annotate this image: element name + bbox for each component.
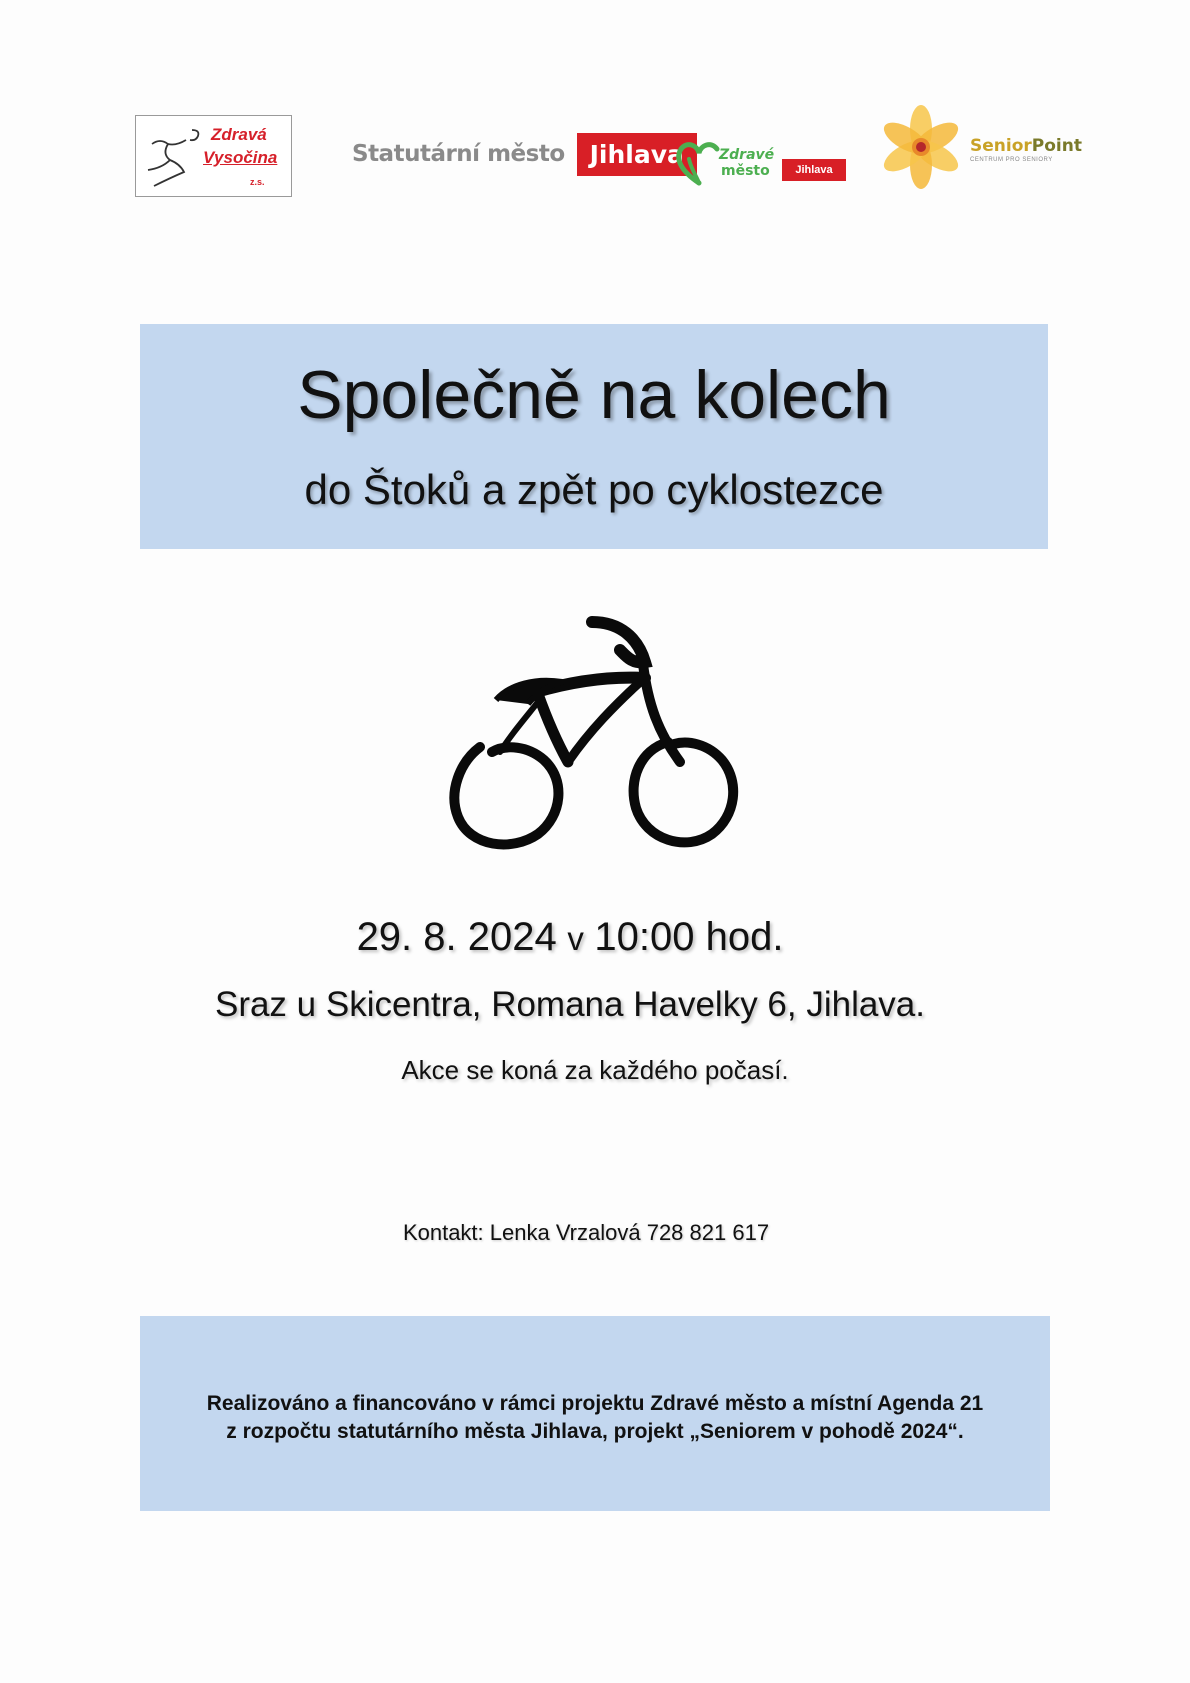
- flower-icon: [878, 102, 964, 192]
- logo-zm-line1: Zdravé: [719, 147, 775, 163]
- event-date-time: [0, 915, 1140, 960]
- logo-zv-line2: Vysočina: [203, 148, 278, 167]
- footer-line-2: z rozpočtu statutárního města Jihlava, projekt „Seniorem v pohodě 2024“.: [226, 1420, 964, 1443]
- logo-sp-tagline: CENTRUM PRO SENIORY: [970, 157, 1053, 163]
- event-date: 29. 8. 2024: [356, 915, 557, 959]
- page-subtitle: do Štoků a zpět po cyklostezce: [304, 466, 884, 513]
- logo-zm-box: Jihlava: [782, 159, 846, 181]
- logo-senior-point: [878, 102, 1098, 192]
- logo-zv-line1: Zdravá: [211, 125, 267, 144]
- title-box: [140, 324, 1048, 549]
- event-weather-note: Akce se koná za každého počasí.: [401, 1055, 789, 1085]
- logo-sp-name-a: Senior: [970, 136, 1032, 156]
- runner-icon: [140, 122, 206, 192]
- footer-text: [140, 1390, 1050, 1446]
- logo-statutarni-mesto-jihlava: [352, 130, 697, 178]
- bicycle-icon: [440, 612, 760, 862]
- logo-zdrave-mesto: [675, 135, 845, 185]
- event-v: v: [567, 920, 584, 957]
- event-meeting-point: Sraz u Skicentra, Romana Havelky 6, Jihlava.: [214, 985, 926, 1024]
- footer-line-1: Realizováno a financováno v rámci projektu Zdravé město a místní Agenda 21: [206, 1392, 984, 1415]
- event-time: 10:00 hod.: [594, 915, 784, 959]
- contact-info: Kontakt: Lenka Vrzalová 728 821 617: [402, 1220, 770, 1245]
- page-title: Společně na kolech: [297, 357, 891, 433]
- logo-sp-name: [970, 136, 1082, 156]
- logo-zm-line2: město: [721, 163, 770, 179]
- logo-zv-line3: z.s.: [250, 177, 265, 187]
- logo-sm-text: Statutární město: [352, 141, 565, 167]
- logo-zdrava-vysocina: [135, 115, 292, 197]
- logo-sm-box: Jihlava: [577, 133, 697, 176]
- footer-box: [140, 1316, 1050, 1511]
- heart-icon: [675, 139, 721, 187]
- logo-sp-name-b: Point: [1031, 136, 1082, 156]
